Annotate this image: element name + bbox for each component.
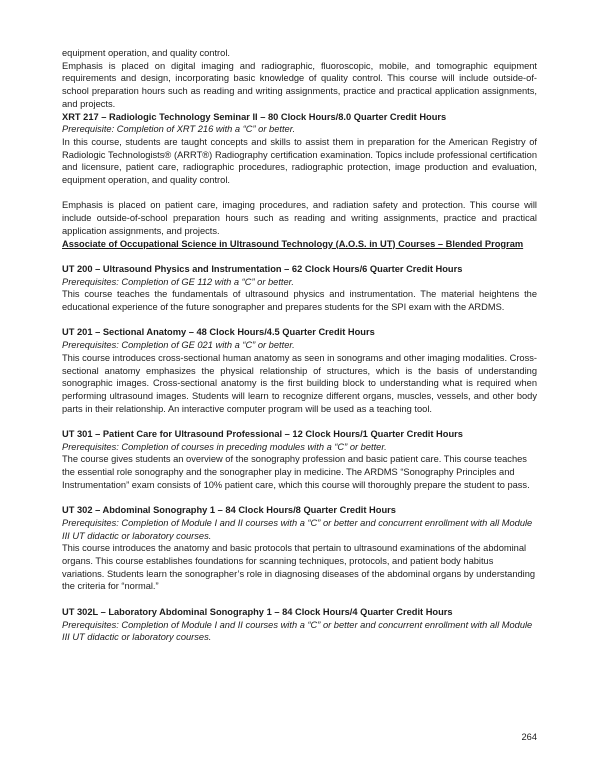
paragraph-emphasis-digital-imaging: Emphasis is placed on digital imaging and radiographic, fluoroscopic, mobile, and tomographic equipment requirements and design, incorporating basic knowledge of quality control. This course will include outside-of-school preparation hours such as reading and writing assignments, practice and practical application assignments, and projects. xyxy=(62,60,537,109)
course-heading-xrt217: XRT 217 – Radiologic Technology Seminar II – 80 Clock Hours/8.0 Quarter Credit Hours xyxy=(62,111,447,122)
course-description-ut301: The course gives students an overview of the sonography profession and basic patient care. This course teaches the essential role sonography and the sonographer play in medicine. The ARDMS “Sonography Principles and Instrumentation” exam consists of 10% patient care, which this course will thoroughly prepare the student to pass. xyxy=(62,454,530,490)
course-prerequisite-ut302l: Prerequisites: Completion of Module I and II courses with a “C” or better and concurrent enrollment with all Module III UT didactic or laboratory courses. xyxy=(62,619,533,643)
course-ut200 xyxy=(62,263,537,314)
course-heading-ut302l: UT 302L – Laboratory Abdominal Sonography 1 – 84 Clock Hours/4 Quarter Credit Hours xyxy=(62,606,453,617)
course-xrt217 xyxy=(62,111,537,187)
course-ut201 xyxy=(62,326,537,415)
course-prerequisite-xrt217: Prerequisite: Completion of XRT 216 with a “C” or better. xyxy=(62,124,296,135)
course-ut301 xyxy=(62,428,537,492)
section-heading-aos-ut: Associate of Occupational Science in Ultrasound Technology (A.O.S. in UT) Courses – Blended Program xyxy=(62,238,524,249)
course-heading-ut302: UT 302 – Abdominal Sonography 1 – 84 Clock Hours/8 Quarter Credit Hours xyxy=(62,505,396,516)
course-heading-ut200: UT 200 – Ultrasound Physics and Instrumentation – 62 Clock Hours/6 Quarter Credit Hours xyxy=(62,263,463,274)
course-ut302l xyxy=(62,606,537,644)
course-prerequisite-ut200: Prerequisites: Completion of GE 112 with a “C” or better. xyxy=(62,276,295,287)
course-description-ut201: This course introduces cross-sectional human anatomy as seen in sonograms and other imaging modalities. Cross-sectional anatomy emphasizes the physical relationship of structures, which is the basis of understanding sonographic images. Cross-sectional anatomy is the first building block to understanding what is required when performing ultrasound images. Students will learn to recognize different organs, muscles, vessels, and other body parts in their relationship. An interactive computer program will be used as a teaching tool. xyxy=(62,352,537,414)
course-description-ut302: This course introduces the anatomy and basic protocols that pertain to ultrasound examinations of the abdominal organs. This course establishes foundations for scanning techniques, protocols, and patient body habitus variations. Students learn the sonographer’s role in diagnosing diseases of the abdominal organs by understanding the criteria for “normal.” xyxy=(62,543,536,592)
course-description-xrt217: In this course, students are taught concepts and skills to assist them in preparation for the American Registry of Radiologic Technologists® (ARRT®) Radiography certification examination. Topics include professional certification and licensure, patient care, radiographic procedures, radiographic protection, image production and evaluation, equipment operation, and quality control. xyxy=(62,136,537,186)
course-ut302 xyxy=(62,504,537,593)
course-prerequisite-ut301: Prerequisites: Completion of courses in preceding modules with a “C” or better. xyxy=(62,441,387,452)
paragraph-continuation: equipment operation, and quality control. xyxy=(62,48,230,58)
course-heading-ut301: UT 301 – Patient Care for Ultrasound Professional – 12 Clock Hours/1 Quarter Credit Hours xyxy=(62,429,463,440)
paragraph-emphasis-patient-care: Emphasis is placed on patient care, imaging procedures, and radiation safety and protection. This course will include outside-of-school preparation hours such as reading and writing assignments, practice and practical application assignments, and projects. xyxy=(62,200,537,236)
course-prerequisite-ut201: Prerequisites: Completion of GE 021 with a “C” or better. xyxy=(62,340,295,351)
course-prerequisite-ut302: Prerequisites: Completion of Module I and II courses with a “C” or better and concurrent enrollment with all Module III UT didactic or laboratory courses. xyxy=(62,517,533,541)
course-description-ut200: This course teaches the fundamentals of ultrasound physics and instrumentation. The material heightens the educational experience of the future sonographer and prepares students for the SPI exam with the ARDMS. xyxy=(62,289,537,313)
course-heading-ut201: UT 201 – Sectional Anatomy – 48 Clock Hours/4.5 Quarter Credit Hours xyxy=(62,327,375,338)
page-number: 264 xyxy=(521,732,537,742)
